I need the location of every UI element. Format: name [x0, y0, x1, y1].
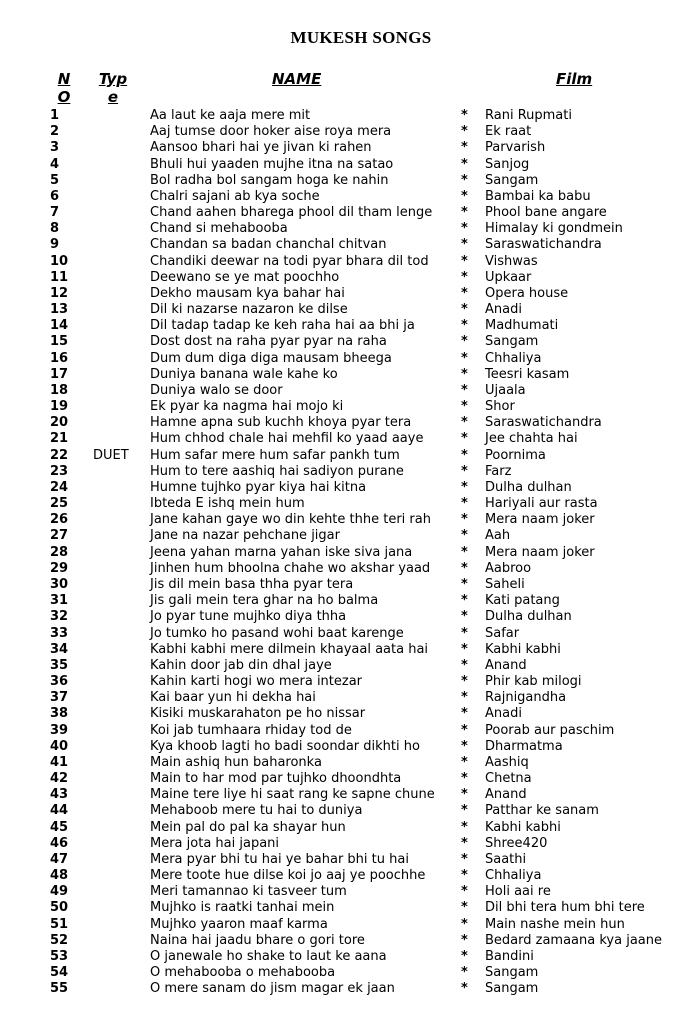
asterisk-bullet: *	[461, 528, 468, 544]
song-film: Hariyali aur rasta	[485, 496, 598, 512]
document-title: MUKESH SONGS	[290, 28, 432, 47]
song-row	[0, 237, 682, 253]
song-row	[0, 642, 682, 658]
song-name: Mere toote hue dilse koi jo aaj ye poochhe	[150, 868, 426, 884]
song-number: 43	[50, 787, 69, 803]
song-film: Dil bhi tera hum bhi tere	[485, 900, 645, 916]
song-film: Shree420	[485, 835, 548, 851]
song-film: Farz	[485, 463, 512, 479]
song-number: 35	[50, 657, 69, 673]
song-row	[0, 173, 682, 189]
song-number: 14	[50, 318, 69, 334]
song-name: O janewale ho shake to laut ke aana	[150, 948, 387, 964]
song-name: Aa laut ke aaja mere mit	[150, 108, 311, 123]
song-name: Mujhko yaaron maaf karma	[150, 916, 328, 932]
asterisk-bullet: *	[461, 981, 468, 997]
song-name: Maine tere liye hi saat rang ke sapne chune	[150, 787, 435, 803]
song-number: 52	[50, 932, 69, 948]
song-film: Chhaliya	[485, 350, 542, 366]
song-film: Aabroo	[485, 560, 532, 576]
song-row	[0, 496, 682, 512]
song-name: Chandan sa badan chanchal chitvan	[150, 237, 387, 253]
song-film: Bambai ka babu	[485, 188, 591, 204]
asterisk-bullet: *	[461, 463, 468, 479]
song-film: Chhaliya	[485, 868, 542, 884]
asterisk-bullet: *	[461, 399, 468, 415]
song-number: 23	[50, 463, 69, 479]
song-film: Phool bane angare	[485, 205, 607, 221]
asterisk-bullet: *	[461, 237, 468, 253]
song-name: Deewano se ye mat poochho	[150, 269, 340, 285]
song-number: 54	[50, 965, 69, 981]
asterisk-bullet: *	[461, 188, 468, 204]
song-number: 10	[50, 253, 69, 269]
song-name: Mujhko is raatki tanhai mein	[150, 900, 335, 916]
song-number: 16	[50, 350, 69, 366]
song-row	[0, 205, 682, 221]
song-name: Mehaboob mere tu hai to duniya	[150, 803, 363, 819]
asterisk-bullet: *	[461, 916, 468, 932]
song-number: 49	[50, 884, 69, 900]
asterisk-bullet: *	[461, 900, 468, 916]
song-number: 18	[50, 382, 69, 398]
song-name: Naina hai jaadu bhare o gori tore	[150, 932, 365, 948]
song-number: 28	[50, 544, 69, 560]
asterisk-bullet: *	[461, 269, 468, 285]
song-number: 33	[50, 625, 69, 641]
song-row	[0, 674, 682, 690]
song-film: Sanjog	[485, 156, 530, 172]
asterisk-bullet: *	[461, 172, 468, 188]
asterisk-bullet: *	[461, 431, 468, 447]
song-number: 48	[50, 868, 69, 884]
song-row	[0, 480, 682, 496]
song-film: Sangam	[485, 965, 539, 981]
song-number: 29	[50, 560, 69, 576]
asterisk-bullet: *	[461, 835, 468, 851]
song-number: 6	[50, 188, 60, 204]
song-number: 21	[50, 431, 69, 447]
song-name: Kahin karti hogi wo mera intezar	[150, 674, 363, 690]
song-number: 27	[50, 528, 69, 544]
song-row	[0, 755, 682, 771]
song-row	[0, 254, 682, 270]
song-row	[0, 723, 682, 739]
song-film: Kabhi kabhi	[485, 819, 561, 835]
song-film: Rani Rupmati	[485, 108, 572, 123]
song-number: 22	[50, 447, 69, 463]
song-row	[0, 140, 682, 156]
song-name: Kabhi kabhi mere dilmein khayaal aata hai	[150, 641, 429, 657]
song-film: Chetna	[485, 771, 532, 787]
song-name: Dum dum diga diga mausam bheega	[150, 350, 392, 366]
song-row	[0, 658, 682, 674]
song-name: Kisiki muskarahaton pe ho nissar	[150, 706, 366, 722]
song-film: Mera naam joker	[485, 544, 595, 560]
asterisk-bullet: *	[461, 253, 468, 269]
song-name: Bhuli hui yaaden mujhe itna na satao	[150, 156, 394, 172]
song-name: Jane kahan gaye wo din kehte thhe teri rah	[150, 512, 431, 528]
asterisk-bullet: *	[461, 205, 468, 221]
song-name: Kahin door jab din dhal jaye	[150, 657, 332, 673]
song-number: 32	[50, 609, 69, 625]
song-name: Hum to tere aashiq hai sadiyon purane	[150, 463, 404, 479]
song-row	[0, 965, 682, 981]
song-film: Anand	[485, 657, 527, 673]
song-name: Jo tumko ho pasand wohi baat karenge	[150, 625, 404, 641]
song-row	[0, 771, 682, 787]
song-name: Hum safar mere hum safar pankh tum	[150, 447, 400, 463]
song-number: 44	[50, 803, 69, 819]
asterisk-bullet: *	[461, 350, 468, 366]
song-name: Main to har mod par tujhko dhoondhta	[150, 771, 402, 787]
song-number: 17	[50, 366, 69, 382]
song-film: Aashiq	[485, 754, 529, 770]
song-number: 50	[50, 900, 69, 916]
song-film: Anadi	[485, 706, 522, 722]
song-row	[0, 302, 682, 318]
song-film: Anadi	[485, 302, 522, 318]
song-name: Mera jota hai japani	[150, 835, 280, 851]
asterisk-bullet: *	[461, 803, 468, 819]
song-name: Jane na nazar pehchane jigar	[150, 528, 340, 544]
song-row	[0, 512, 682, 528]
asterisk-bullet: *	[461, 366, 468, 382]
song-name: Jo pyar tune mujhko diya thha	[150, 609, 347, 625]
song-name: Hamne apna sub kuchh khoya pyar tera	[150, 415, 412, 431]
song-number: 55	[50, 981, 69, 997]
song-name: Ibteda E ishq mein hum	[150, 496, 305, 512]
song-number: 37	[50, 690, 69, 706]
song-row	[0, 626, 682, 642]
song-number: 7	[50, 205, 60, 221]
song-film: Parvarish	[485, 140, 546, 156]
asterisk-bullet: *	[461, 334, 468, 350]
song-film: Kabhi kabhi	[485, 641, 561, 657]
song-name: Dil tadap tadap ke keh raha hai aa bhi ja	[150, 318, 415, 334]
song-film: Madhumati	[485, 318, 559, 334]
song-row	[0, 917, 682, 933]
asterisk-bullet: *	[461, 625, 468, 641]
song-film: Saraswatichandra	[485, 237, 602, 253]
song-number: 51	[50, 916, 69, 932]
song-film: Saathi	[485, 851, 527, 867]
asterisk-bullet: *	[461, 560, 468, 576]
song-name: Duniya banana wale kahe ko	[150, 366, 338, 382]
asterisk-bullet: *	[461, 140, 468, 156]
asterisk-bullet: *	[461, 479, 468, 495]
song-number: 39	[50, 722, 69, 738]
song-film: Anand	[485, 787, 527, 803]
song-row	[0, 415, 682, 431]
song-name: Dil ki nazarse nazaron ke dilse	[150, 302, 348, 318]
asterisk-bullet: *	[461, 674, 468, 690]
song-row	[0, 383, 682, 399]
song-number: 3	[50, 140, 60, 156]
song-number: 4	[50, 156, 60, 172]
song-name: Kai baar yun hi dekha hai	[150, 690, 316, 706]
song-film: Phir kab milogi	[485, 674, 582, 690]
song-film: Himalay ki gondmein	[485, 221, 623, 237]
song-name: Aaj tumse door hoker aise roya mera	[150, 124, 392, 140]
song-name: Duniya walo se door	[150, 382, 283, 398]
song-film: Mera naam joker	[485, 512, 595, 528]
song-list	[0, 108, 682, 997]
song-film: Sangam	[485, 172, 539, 188]
asterisk-bullet: *	[461, 738, 468, 754]
song-film: Ujaala	[485, 382, 526, 398]
song-number: 42	[50, 771, 69, 787]
asterisk-bullet: *	[461, 690, 468, 706]
song-film: Sangam	[485, 334, 539, 350]
song-name: Kya khoob lagti ho badi soondar dikhti ho	[150, 738, 420, 754]
song-film: Safar	[485, 625, 520, 641]
asterisk-bullet: *	[461, 576, 468, 592]
song-row	[0, 739, 682, 755]
song-row	[0, 949, 682, 965]
song-number: 11	[50, 269, 69, 285]
song-number: 30	[50, 576, 69, 592]
song-film: Dulha dulhan	[485, 609, 572, 625]
song-name: Ek pyar ka nagma hai mojo ki	[150, 399, 344, 415]
song-name: Chand si mehabooba	[150, 221, 288, 237]
song-number: 34	[50, 641, 69, 657]
song-number: 1	[50, 108, 60, 123]
song-row	[0, 334, 682, 350]
song-row	[0, 868, 682, 884]
song-row	[0, 803, 682, 819]
asterisk-bullet: *	[461, 156, 468, 172]
song-row	[0, 270, 682, 286]
song-row	[0, 836, 682, 852]
asterisk-bullet: *	[461, 641, 468, 657]
asterisk-bullet: *	[461, 706, 468, 722]
song-row	[0, 820, 682, 836]
song-number: 47	[50, 851, 69, 867]
song-number: 36	[50, 674, 69, 690]
song-film: Bandini	[485, 948, 534, 964]
asterisk-bullet: *	[461, 544, 468, 560]
song-number: 20	[50, 415, 69, 431]
asterisk-bullet: *	[461, 754, 468, 770]
song-number: 5	[50, 172, 60, 188]
song-film: Main nashe mein hun	[485, 916, 625, 932]
song-row	[0, 399, 682, 415]
song-number: 26	[50, 512, 69, 528]
song-number: 19	[50, 399, 69, 415]
song-film: Bedard zamaana kya jaane	[485, 932, 662, 948]
song-film: Upkaar	[485, 269, 532, 285]
song-film: Ek raat	[485, 124, 532, 140]
header-name: NAME	[272, 70, 322, 88]
song-name: Mera pyar bhi tu hai ye bahar bhi tu hai	[150, 851, 409, 867]
asterisk-bullet: *	[461, 771, 468, 787]
song-film: Dulha dulhan	[485, 479, 572, 495]
asterisk-bullet: *	[461, 447, 468, 463]
song-film: Saraswatichandra	[485, 415, 602, 431]
song-name: O mere sanam do jism magar ek jaan	[150, 981, 395, 997]
song-name: Jis gali mein tera ghar na ho balma	[150, 593, 379, 609]
song-film: Poornima	[485, 447, 546, 463]
song-row	[0, 221, 682, 237]
header-type: Type	[98, 70, 128, 106]
song-name: Chand aahen bharega phool dil tham lenge	[150, 205, 433, 221]
song-name: Humne tujhko pyar kiya hai kitna	[150, 479, 367, 495]
song-number: 31	[50, 593, 69, 609]
song-number: 53	[50, 948, 69, 964]
song-number: 2	[50, 124, 60, 140]
song-row	[0, 367, 682, 383]
song-row	[0, 690, 682, 706]
song-row	[0, 852, 682, 868]
song-number: 13	[50, 302, 69, 318]
song-row	[0, 189, 682, 205]
asterisk-bullet: *	[461, 609, 468, 625]
song-number: 46	[50, 835, 69, 851]
asterisk-bullet: *	[461, 512, 468, 528]
asterisk-bullet: *	[461, 382, 468, 398]
song-row	[0, 706, 682, 722]
song-film: Holi aai re	[485, 884, 551, 900]
song-film: Vishwas	[485, 253, 538, 269]
song-name: Mein pal do pal ka shayar hun	[150, 819, 346, 835]
song-number: 24	[50, 479, 69, 495]
asterisk-bullet: *	[461, 948, 468, 964]
asterisk-bullet: *	[461, 819, 468, 835]
song-name: Jeena yahan marna yahan iske siva jana	[150, 544, 413, 560]
asterisk-bullet: *	[461, 851, 468, 867]
asterisk-bullet: *	[461, 302, 468, 318]
song-row	[0, 318, 682, 334]
song-row	[0, 593, 682, 609]
asterisk-bullet: *	[461, 932, 468, 948]
song-number: 40	[50, 738, 69, 754]
asterisk-bullet: *	[461, 593, 468, 609]
asterisk-bullet: *	[461, 787, 468, 803]
song-row	[0, 933, 682, 949]
song-number: 8	[50, 221, 60, 237]
song-number: 41	[50, 754, 69, 770]
song-name: Dost dost na raha pyar pyar na raha	[150, 334, 387, 350]
song-row	[0, 577, 682, 593]
song-row	[0, 286, 682, 302]
asterisk-bullet: *	[461, 124, 468, 140]
song-name: Jis dil mein basa thha pyar tera	[150, 576, 354, 592]
song-type: DUET	[93, 447, 129, 463]
song-row	[0, 448, 682, 464]
song-row	[0, 884, 682, 900]
song-row	[0, 464, 682, 480]
asterisk-bullet: *	[461, 722, 468, 738]
asterisk-bullet: *	[461, 657, 468, 673]
song-film: Dharmatma	[485, 738, 563, 754]
song-film: Poorab aur paschim	[485, 722, 615, 738]
song-name: Bol radha bol sangam hoga ke nahin	[150, 172, 389, 188]
song-name: Hum chhod chale hai mehfil ko yaad aaye	[150, 431, 424, 447]
asterisk-bullet: *	[461, 884, 468, 900]
song-row	[0, 561, 682, 577]
song-number: 38	[50, 706, 69, 722]
song-row	[0, 609, 682, 625]
song-film: Sangam	[485, 981, 539, 997]
asterisk-bullet: *	[461, 221, 468, 237]
song-name: Chandiki deewar na todi pyar bhara dil tod	[150, 253, 429, 269]
song-row	[0, 157, 682, 173]
asterisk-bullet: *	[461, 965, 468, 981]
song-row	[0, 351, 682, 367]
header-no: NO	[57, 70, 71, 106]
song-row	[0, 124, 682, 140]
asterisk-bullet: *	[461, 868, 468, 884]
song-film: Patthar ke sanam	[485, 803, 599, 819]
song-film: Teesri kasam	[485, 366, 570, 382]
header-film: Film	[556, 70, 593, 88]
song-number: 15	[50, 334, 69, 350]
song-row	[0, 900, 682, 916]
song-name: O mehabooba o mehabooba	[150, 965, 336, 981]
song-name: Dekho mausam kya bahar hai	[150, 285, 345, 301]
song-name: Aansoo bhari hai ye jivan ki rahen	[150, 140, 372, 156]
song-name: Chalri sajani ab kya soche	[150, 188, 320, 204]
song-film: Jee chahta hai	[485, 431, 578, 447]
song-film: Rajnigandha	[485, 690, 567, 706]
song-row	[0, 787, 682, 803]
song-row	[0, 981, 682, 997]
asterisk-bullet: *	[461, 415, 468, 431]
song-number: 45	[50, 819, 69, 835]
song-film: Saheli	[485, 576, 525, 592]
song-name: Main ashiq hun baharonka	[150, 754, 322, 770]
asterisk-bullet: *	[461, 496, 468, 512]
song-number: 25	[50, 496, 69, 512]
song-film: Shor	[485, 399, 515, 415]
song-name: Koi jab tumhaara rhiday tod de	[150, 722, 352, 738]
asterisk-bullet: *	[461, 318, 468, 334]
song-name: Meri tamannao ki tasveer tum	[150, 884, 347, 900]
song-row	[0, 108, 682, 124]
song-film: Kati patang	[485, 593, 560, 609]
song-row	[0, 528, 682, 544]
song-number: 9	[50, 237, 60, 253]
song-row	[0, 431, 682, 447]
asterisk-bullet: *	[461, 285, 468, 301]
song-film: Aah	[485, 528, 511, 544]
song-name: Jinhen hum bhoolna chahe wo akshar yaad	[150, 560, 431, 576]
song-film: Opera house	[485, 285, 569, 301]
song-row	[0, 545, 682, 561]
asterisk-bullet: *	[461, 108, 468, 123]
song-number: 12	[50, 285, 69, 301]
